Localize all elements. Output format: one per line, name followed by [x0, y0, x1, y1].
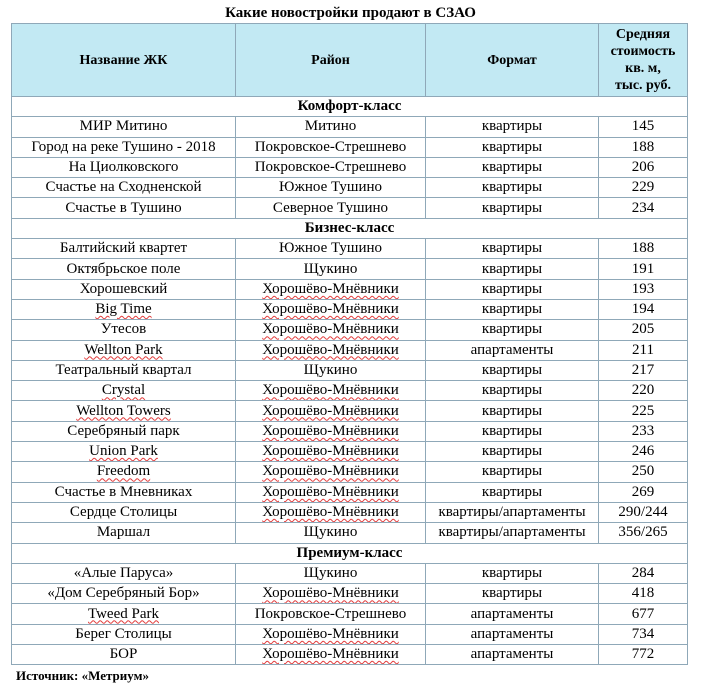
name-text: Union Park: [89, 443, 158, 460]
cell-format: [426, 462, 599, 482]
cell-format: [426, 502, 599, 522]
cell-district: [236, 584, 426, 604]
table-row: [12, 502, 688, 522]
cell-name: [12, 299, 236, 319]
district-text: Хорошёво-Мнёвники: [262, 301, 399, 318]
district-text: Митино: [304, 118, 357, 135]
cell-name: [12, 421, 236, 441]
cell-format: [426, 340, 599, 360]
source-note: Источник: «Метриум»: [16, 668, 149, 683]
cell-price: [599, 584, 688, 604]
district-text: Хорошёво-Мнёвники: [262, 280, 399, 297]
table-row: [12, 421, 688, 441]
district-text: Хорошёво-Мнёвники: [262, 585, 399, 602]
name-text: «Алые Паруса»: [73, 564, 174, 581]
cell-price: [599, 320, 688, 340]
name-text: На Циолковского: [68, 159, 179, 176]
name-text: Серебряный парк: [67, 422, 180, 439]
district-text: Щукино: [303, 362, 358, 378]
cell-district: [236, 523, 426, 543]
table-row: [12, 523, 688, 543]
name-text: Город на реке Тушино - 2018: [31, 138, 216, 155]
table-row: [12, 645, 688, 665]
cell-format: [426, 584, 599, 604]
cell-district: [236, 645, 426, 665]
name-text: «Дом Серебряный Бор»: [47, 585, 200, 602]
cell-format: [426, 137, 599, 157]
district-text: Щукино: [303, 524, 358, 541]
cell-format: [426, 198, 599, 218]
price-text: 246: [631, 443, 655, 460]
format-text: квартиры: [481, 362, 543, 378]
price-text: 188: [631, 240, 655, 257]
price-text: 290/244: [618, 504, 668, 521]
cell-district: [236, 482, 426, 502]
price-text: 677: [631, 605, 655, 622]
cell-format: [426, 645, 599, 665]
table-row: [12, 137, 688, 157]
name-text: Счастье в Мневниках: [54, 483, 193, 500]
name-text: Октябрьское поле: [66, 260, 181, 277]
header-price-line: стоимость: [610, 44, 676, 59]
cell-format: [426, 320, 599, 340]
header-price-line: тыс. руб.: [615, 78, 671, 93]
header-district: Район: [236, 24, 426, 97]
cell-district: [236, 279, 426, 299]
table-row: [12, 178, 688, 198]
price-text: 194: [631, 301, 655, 318]
price-text: 188: [631, 138, 655, 155]
cell-format: [426, 563, 599, 583]
price-text: 191: [631, 260, 655, 277]
cell-name: [12, 604, 236, 624]
cell-format: [426, 360, 599, 380]
table-row: [12, 563, 688, 583]
format-text: апартаменты: [470, 625, 554, 642]
cell-price: [599, 299, 688, 319]
cell-format: [426, 401, 599, 421]
cell-name: [12, 624, 236, 644]
price-text: 225: [631, 402, 655, 419]
table-row: [12, 482, 688, 502]
name-text: МИР Митино: [79, 118, 168, 135]
cell-price: [599, 239, 688, 259]
district-text: Хорошёво-Мнёвники: [262, 504, 399, 521]
format-text: квартиры: [481, 402, 543, 419]
name-text: БОР: [109, 646, 138, 663]
table-row: [12, 259, 688, 279]
cell-district: [236, 502, 426, 522]
cell-district: [236, 340, 426, 360]
format-text: квартиры: [481, 260, 543, 277]
cell-name: [12, 584, 236, 604]
cell-district: [236, 239, 426, 259]
cell-price: [599, 259, 688, 279]
cell-price: [599, 198, 688, 218]
district-text: Северное Тушино: [272, 199, 389, 216]
cell-name: [12, 563, 236, 583]
cell-price: [599, 563, 688, 583]
price-text: 418: [631, 585, 655, 602]
cell-name: [12, 523, 236, 543]
page-title: Какие новостройки продают в СЗАО: [225, 5, 476, 21]
format-text: квартиры: [481, 179, 543, 196]
header-price-line: кв. м,: [625, 61, 661, 76]
cell-format: [426, 157, 599, 177]
price-text: 220: [631, 382, 655, 399]
cell-name: [12, 259, 236, 279]
district-text: Хорошёво-Мнёвники: [262, 625, 399, 642]
cell-format: [426, 117, 599, 137]
price-text: 193: [631, 280, 655, 297]
header-price-line: Средняя: [615, 27, 671, 42]
format-text: квартиры: [481, 118, 543, 135]
format-text: квартиры: [481, 585, 543, 602]
format-text: квартиры: [481, 138, 543, 155]
section-label: Бизнес-класс: [12, 218, 688, 238]
table-row: [12, 299, 688, 319]
cell-format: [426, 442, 599, 462]
format-text: квартиры: [481, 483, 543, 500]
district-text: Покровское-Стрешнево: [254, 138, 407, 155]
format-text: квартиры: [481, 159, 543, 176]
cell-format: [426, 381, 599, 401]
cell-format: [426, 604, 599, 624]
header-price: [599, 24, 688, 97]
cell-district: [236, 360, 426, 380]
name-text: Счастье на Сходненской: [45, 179, 202, 196]
cell-price: [599, 482, 688, 502]
cell-price: [599, 279, 688, 299]
format-text: квартиры: [481, 301, 543, 318]
cell-price: [599, 401, 688, 421]
name-text: Wellton Towers: [76, 402, 171, 419]
cell-name: [12, 117, 236, 137]
format-text: квартиры: [481, 321, 543, 338]
price-text: 356/265: [618, 524, 668, 541]
price-text: 145: [631, 118, 655, 135]
price-text: 284: [631, 564, 655, 581]
name-text: Сердце Столицы: [69, 504, 178, 521]
cell-district: [236, 198, 426, 218]
district-text: Щукино: [303, 564, 358, 581]
table-row: [12, 117, 688, 137]
table-row: [12, 604, 688, 624]
price-text: 233: [631, 422, 655, 439]
name-text: Freedom: [96, 463, 151, 480]
table-row: [12, 624, 688, 644]
name-text: Wellton Park: [84, 341, 163, 358]
cell-district: [236, 178, 426, 198]
cell-district: [236, 299, 426, 319]
cell-price: [599, 178, 688, 198]
format-text: квартиры: [481, 240, 543, 257]
format-text: квартиры: [481, 382, 543, 399]
cell-price: [599, 645, 688, 665]
name-text: Берег Столицы: [75, 625, 172, 642]
name-text: Счастье в Тушино: [65, 199, 182, 216]
table-row: [12, 360, 688, 380]
district-text: Хорошёво-Мнёвники: [262, 422, 399, 439]
cell-price: [599, 502, 688, 522]
format-text: апартаменты: [470, 341, 554, 358]
district-text: Южное Тушино: [278, 240, 383, 257]
cell-name: [12, 340, 236, 360]
district-text: Покровское-Стрешнево: [254, 605, 407, 622]
table-row: [12, 401, 688, 421]
cell-name: [12, 401, 236, 421]
table-row: [12, 157, 688, 177]
section-row: [12, 97, 688, 117]
cell-district: [236, 421, 426, 441]
cell-district: [236, 137, 426, 157]
district-text: Хорошёво-Мнёвники: [262, 402, 399, 419]
format-text: апартаменты: [470, 605, 554, 622]
cell-district: [236, 381, 426, 401]
district-text: Покровское-Стрешнево: [254, 159, 407, 176]
name-text: Маршал: [96, 524, 151, 541]
cell-name: [12, 198, 236, 218]
newbuildings-table: [11, 23, 688, 665]
format-text: квартиры/апартаменты: [438, 524, 586, 541]
table-row: [12, 462, 688, 482]
price-text: 205: [631, 321, 655, 338]
price-text: 211: [632, 341, 654, 358]
header-format: Формат: [426, 24, 599, 97]
cell-district: [236, 563, 426, 583]
format-text: квартиры: [481, 443, 543, 460]
cell-format: [426, 523, 599, 543]
price-text: 229: [631, 179, 655, 196]
district-text: Хорошёво-Мнёвники: [262, 443, 399, 460]
cell-price: [599, 340, 688, 360]
format-text: квартиры: [481, 463, 543, 480]
format-text: квартиры: [481, 280, 543, 297]
cell-format: [426, 421, 599, 441]
header-name: Название ЖК: [12, 24, 236, 97]
table-row: [12, 198, 688, 218]
district-text: Хорошёво-Мнёвники: [262, 341, 399, 358]
price-text: 206: [631, 159, 655, 176]
table-row: [12, 340, 688, 360]
cell-district: [236, 259, 426, 279]
cell-name: [12, 462, 236, 482]
cell-format: [426, 299, 599, 319]
cell-district: [236, 157, 426, 177]
cell-price: [599, 157, 688, 177]
section-row: [12, 218, 688, 238]
cell-name: [12, 442, 236, 462]
cell-price: [599, 442, 688, 462]
cell-price: [599, 360, 688, 380]
cell-price: [599, 117, 688, 137]
table-row: [12, 584, 688, 604]
cell-name: [12, 381, 236, 401]
cell-name: [12, 178, 236, 198]
cell-district: [236, 442, 426, 462]
cell-price: [599, 604, 688, 624]
name-text: Big Time: [95, 301, 152, 318]
table-row: [12, 442, 688, 462]
format-text: квартиры: [481, 199, 543, 216]
name-text: Балтийский квартет: [59, 240, 188, 257]
format-text: апартаменты: [470, 646, 554, 663]
cell-name: [12, 645, 236, 665]
cell-name: [12, 279, 236, 299]
cell-district: [236, 117, 426, 137]
format-text: квартиры: [481, 564, 543, 581]
section-label: Премиум-класс: [12, 543, 688, 563]
price-text: 734: [631, 625, 655, 642]
cell-price: [599, 381, 688, 401]
cell-price: [599, 137, 688, 157]
name-text: Утесов: [100, 321, 147, 338]
header-row: [12, 24, 688, 97]
price-text: 250: [631, 463, 655, 480]
cell-price: [599, 624, 688, 644]
price-text: 217: [631, 362, 655, 378]
name-text: Театральный квартал: [55, 362, 192, 378]
cell-price: [599, 523, 688, 543]
table-row: [12, 381, 688, 401]
table-row: [12, 239, 688, 259]
cell-district: [236, 401, 426, 421]
name-text: Crystal: [101, 382, 146, 399]
table-row: [12, 279, 688, 299]
cell-district: [236, 462, 426, 482]
price-text: 269: [631, 483, 655, 500]
district-text: Щукино: [303, 260, 358, 277]
cell-format: [426, 624, 599, 644]
district-text: Хорошёво-Мнёвники: [262, 646, 399, 663]
section-label: Комфорт-класс: [12, 97, 688, 117]
cell-format: [426, 178, 599, 198]
cell-format: [426, 482, 599, 502]
district-text: Хорошёво-Мнёвники: [262, 382, 399, 399]
cell-format: [426, 239, 599, 259]
cell-name: [12, 157, 236, 177]
district-text: Хорошёво-Мнёвники: [262, 463, 399, 480]
format-text: квартиры: [481, 422, 543, 439]
table-body: [12, 97, 688, 665]
cell-price: [599, 421, 688, 441]
price-text: 234: [631, 199, 655, 216]
cell-format: [426, 279, 599, 299]
cell-district: [236, 320, 426, 340]
section-row: [12, 543, 688, 563]
cell-name: [12, 360, 236, 380]
name-text: Хорошевский: [79, 280, 168, 297]
cell-name: [12, 482, 236, 502]
cell-name: [12, 137, 236, 157]
cell-name: [12, 502, 236, 522]
name-text: Tweed Park: [87, 605, 159, 622]
district-text: Хорошёво-Мнёвники: [262, 321, 399, 338]
cell-price: [599, 462, 688, 482]
price-text: 772: [631, 646, 655, 663]
cell-name: [12, 320, 236, 340]
cell-district: [236, 624, 426, 644]
cell-name: [12, 239, 236, 259]
format-text: квартиры/апартаменты: [438, 504, 586, 521]
district-text: Хорошёво-Мнёвники: [262, 483, 399, 500]
cell-district: [236, 604, 426, 624]
district-text: Южное Тушино: [278, 179, 383, 196]
table-row: [12, 320, 688, 340]
cell-format: [426, 259, 599, 279]
